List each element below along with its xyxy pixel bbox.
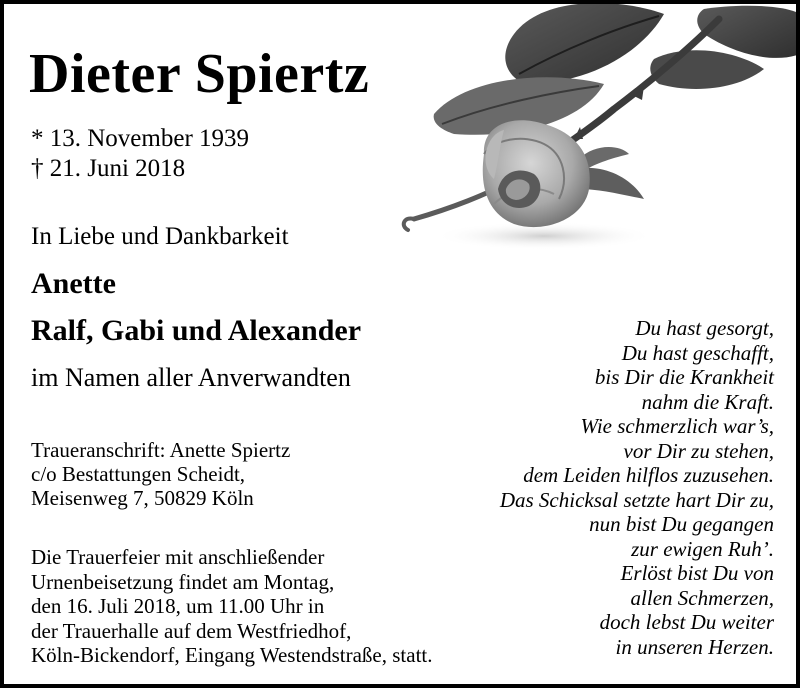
mourners-intro: In Liebe und Dankbarkeit [31,223,289,250]
poem-line: nun bist Du gegangen [589,512,774,536]
poem-line: Erlöst bist Du von [620,561,774,585]
mourner-name-2: Ralf, Gabi und Alexander [31,314,362,347]
address-line: Meisenweg 7, 50829 Köln [31,486,254,510]
poem-line: Das Schicksal setzte hart Dir zu, [499,487,774,512]
address-line: Traueranschrift: Anette Spiertz [31,438,291,462]
poem-line: Du hast gesorgt, [635,316,774,340]
poem-line: in unseren Herzen. [615,634,774,659]
death-date: † 21. Juni 2018 [31,155,186,182]
birth-date: * 13. November 1939 [31,125,250,152]
poem-line: doch lebst Du weiter [599,610,774,634]
rose-icon [394,4,800,254]
address-line: c/o Bestattungen Scheidt, [31,462,246,486]
service-line: der Trauerhalle auf dem Westfriedhof, [31,618,352,643]
poem-line: Du hast geschafft, [621,340,774,365]
service-line: den 16. Juli 2018, um 11.00 Uhr in [31,594,325,618]
deceased-name: Dieter Spiertz [29,43,370,105]
life-dates [31,124,249,184]
mourning-address [31,438,290,510]
memorial-poem [500,316,774,659]
service-line: Köln-Bickendorf, Eingang Westendstraße, statt. [31,643,433,667]
service-line: Urnenbeisetzung findet am Montag, [31,569,335,594]
service-line: Die Trauerfeier mit anschließender [31,545,325,569]
poem-line: allen Schmerzen, [630,585,774,610]
on-behalf-line: im Namen aller Anverwandten [31,363,351,392]
poem-line: Wie schmerzlich war’s, [580,414,774,438]
poem-line: dem Leiden hilflos zuzusehen. [523,463,774,487]
poem-line: nahm die Kraft. [641,389,774,414]
poem-line: zur ewigen Ruh’. [631,536,774,561]
mourner-name-1: Anette [31,267,116,300]
poem-line: bis Dir die Krankheit [594,365,774,389]
poem-line: vor Dir zu stehen, [623,438,774,463]
funeral-service-info [31,545,433,668]
